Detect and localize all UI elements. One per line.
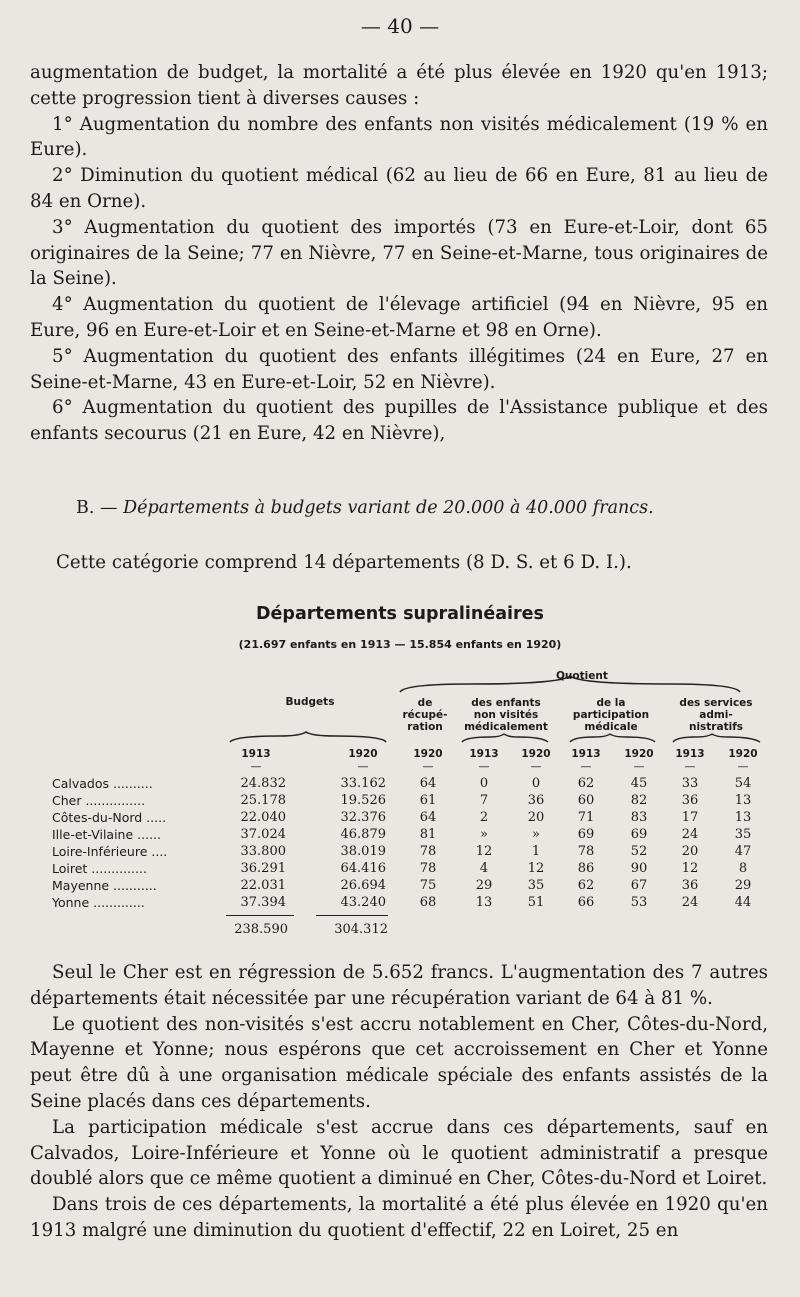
cell: 25.178 [240,793,286,808]
row-name: Mayenne ........... [52,878,157,893]
section-letter: B. — [76,498,118,518]
year-header: 1913 [571,748,601,760]
table-subtitle: (21.697 enfants en 1913 — 15.854 enfants en 1920) [238,638,562,651]
cell: 43.240 [340,895,386,910]
cell: 47 [734,844,752,859]
list-item: 2° Diminution du quotient médical (62 au lieu de 66 en Eure, 81 au lieu de 84 en Orne). [30,165,768,212]
total-1920: 304.312 [334,922,388,937]
cell: 19.526 [340,793,386,808]
year-header: 1913 [241,748,271,760]
row-name: Cher ............... [52,793,146,808]
cell: 37.024 [240,827,286,842]
table-row [52,776,772,793]
cell: 46.879 [340,827,386,842]
cell: 64 [419,810,437,825]
cell: 37.394 [240,895,286,910]
list-item: 4° Augmentation du quotient de l'élevage artificiel (94 en Nièvre, 95 en Eure, 96 en Eure-et-Loir et en Seine-et-Marne et 98 en Orne). [30,294,768,341]
conclusion-text-block [30,960,768,1244]
cell: 90 [630,861,648,876]
list-item: 6° Augmentation du quotient des pupilles de l'Assistance publique et des enfants secourus (21 en Eure, 42 en Nièvre), [30,397,768,445]
table-row [52,844,772,861]
cell: 82 [630,793,648,808]
year-header: 1920 [728,748,758,760]
row-name: Yonne ............. [52,895,145,910]
dash: — [250,760,262,773]
cell: 20 [681,844,699,859]
cell: 67 [630,878,648,893]
non-visites-header: des enfants non visités médicalement [464,697,548,733]
dash: — [422,760,434,773]
cell: 60 [577,793,595,808]
cell: » [480,827,488,842]
cell: 33.162 [340,776,386,791]
cell: 24.832 [240,776,286,791]
cell: 0 [479,776,489,791]
cell: 13 [734,810,752,825]
cell: 44 [734,895,752,910]
cell: 51 [527,895,545,910]
cell: 24 [681,827,699,842]
cell: 53 [630,895,648,910]
table-row [52,861,772,878]
cell: 68 [419,895,437,910]
cell: 62 [577,878,595,893]
list-item: 5° Augmentation du quotient des enfants illégitimes (24 en Eure, 27 en Seine-et-Marne, 43 en Eure-et-Loir, 52 en Nièvre). [30,345,768,393]
cell: 4 [479,861,489,876]
total-1913: 238.590 [234,922,288,937]
cell: 17 [681,810,699,825]
year-header: 1913 [675,748,705,760]
cell: 69 [630,827,648,842]
cell: 35 [734,827,752,842]
dash: — [684,760,696,773]
cell: 54 [734,776,752,791]
cell: 45 [630,776,648,791]
cell: 86 [577,861,595,876]
cell: 12 [681,861,699,876]
cell: 26.694 [340,878,386,893]
cell: 13 [734,793,752,808]
dash: — [633,760,645,773]
table-row [52,827,772,844]
table-row [52,810,772,827]
paragraph: Le quotient des non-visités s'est accru notablement en Cher, Côtes-du-Nord, Mayenne et Yonne; nous espérons que cet accroissement en Cher et Yonne peut être dû à une organisation médicale spéciale des enfants assistés de la Seine placés dans ces départements. [30,1013,768,1112]
quotient-header: Quotient [556,670,608,682]
cell: 24 [681,895,699,910]
table-title: Départements supralinéaires [256,604,544,624]
cell: 78 [577,844,595,859]
paragraph: Seul le Cher est en régression de 5.652 francs. L'augmentation des 7 autres départements était nécessitée par une récupération variant de 64 à 81 %. [30,962,768,1009]
dash: — [478,760,490,773]
year-header: 1920 [624,748,654,760]
list-item: 3° Augmentation du quotient des importés (73 en Eure-et-Loir, dont 65 originaires de la Seine; 77 en Nièvre, 77 en Seine-et-Marne, tous originaires de la Seine). [30,216,768,290]
table-row [52,895,772,912]
table-row [52,878,772,895]
cell: 78 [419,844,437,859]
cell: 61 [419,793,437,808]
cell: 81 [419,827,437,842]
budgets-header: Budgets [285,696,335,708]
cell: 64.416 [340,861,386,876]
section-heading-text: Départements à budgets variant de 20.000 à 40.000 francs. [123,498,654,518]
cell: 20 [527,810,545,825]
cell: 0 [531,776,541,791]
cell: 33.800 [240,844,286,859]
cell: 36 [681,878,699,893]
year-header: 1920 [413,748,443,760]
total-rule [226,915,294,916]
cell: 29 [475,878,493,893]
row-name: Ille-et-Vilaine ...... [52,827,161,842]
cell: 32.376 [340,810,386,825]
dash: — [737,760,749,773]
year-header: 1913 [469,748,499,760]
paragraph: Dans trois de ces départements, la mortalité a été plus élevée en 1920 qu'en 1913 malgré une diminution du quotient d'effectif, 22 en Loiret, 25 en [30,1194,768,1241]
list-item: 1° Augmentation du nombre des enfants non visités médicalement (19 % en Eure). [30,113,768,161]
cell: 36.291 [240,861,286,876]
row-name: Loiret .............. [52,861,147,876]
cell: 83 [630,810,648,825]
cell: 33 [681,776,699,791]
cell: 71 [577,810,595,825]
cell: 8 [738,861,748,876]
cell: 75 [419,878,437,893]
table-row [52,793,772,810]
cell: 78 [419,861,437,876]
cell: 36 [681,793,699,808]
total-rule [316,915,388,916]
cell: 2 [479,810,489,825]
recuperation-header: de récupé- ration [402,697,448,733]
cell: 64 [419,776,437,791]
cell: 12 [527,861,545,876]
paragraph: augmentation de budget, la mortalité a été plus élevée en 1920 qu'en 1913; cette progression tient à diverses causes : [30,62,768,109]
cell: 62 [577,776,595,791]
cell: 29 [734,878,752,893]
page-number: — 40 — [360,14,440,38]
dash: — [357,760,369,773]
paragraph: La participation médicale s'est accrue dans ces départements, sauf en Calvados, Loire-Inférieure et Yonne où le quotient administratif a presque doublé alors que ce même quotient a diminué en Cher, Côtes-du-Nord et Loiret. [30,1116,768,1190]
cell: 36 [527,793,545,808]
dash: — [530,760,542,773]
cell: 35 [527,878,545,893]
cell: » [532,827,540,842]
participation-header: de la participation médicale [572,697,650,733]
year-header: 1920 [521,748,551,760]
row-name: Côtes-du-Nord ..... [52,810,167,825]
cell: 7 [479,793,489,808]
cell: 69 [577,827,595,842]
cell: 22.031 [240,878,286,893]
cell: 38.019 [340,844,386,859]
administratifs-header: des services admi- nistratifs [679,697,753,733]
cell: 12 [475,844,493,859]
category-text: Cette catégorie comprend 14 départements (8 D. S. et 6 D. I.). [56,552,632,573]
cell: 52 [630,844,648,859]
row-name: Calvados .......... [52,776,153,791]
cell: 22.040 [240,810,286,825]
cell: 1 [531,844,541,859]
cell: 66 [577,895,595,910]
dash: — [580,760,592,773]
year-header: 1920 [348,748,378,760]
row-name: Loire-Inférieure .... [52,844,168,859]
cell: 13 [475,895,493,910]
